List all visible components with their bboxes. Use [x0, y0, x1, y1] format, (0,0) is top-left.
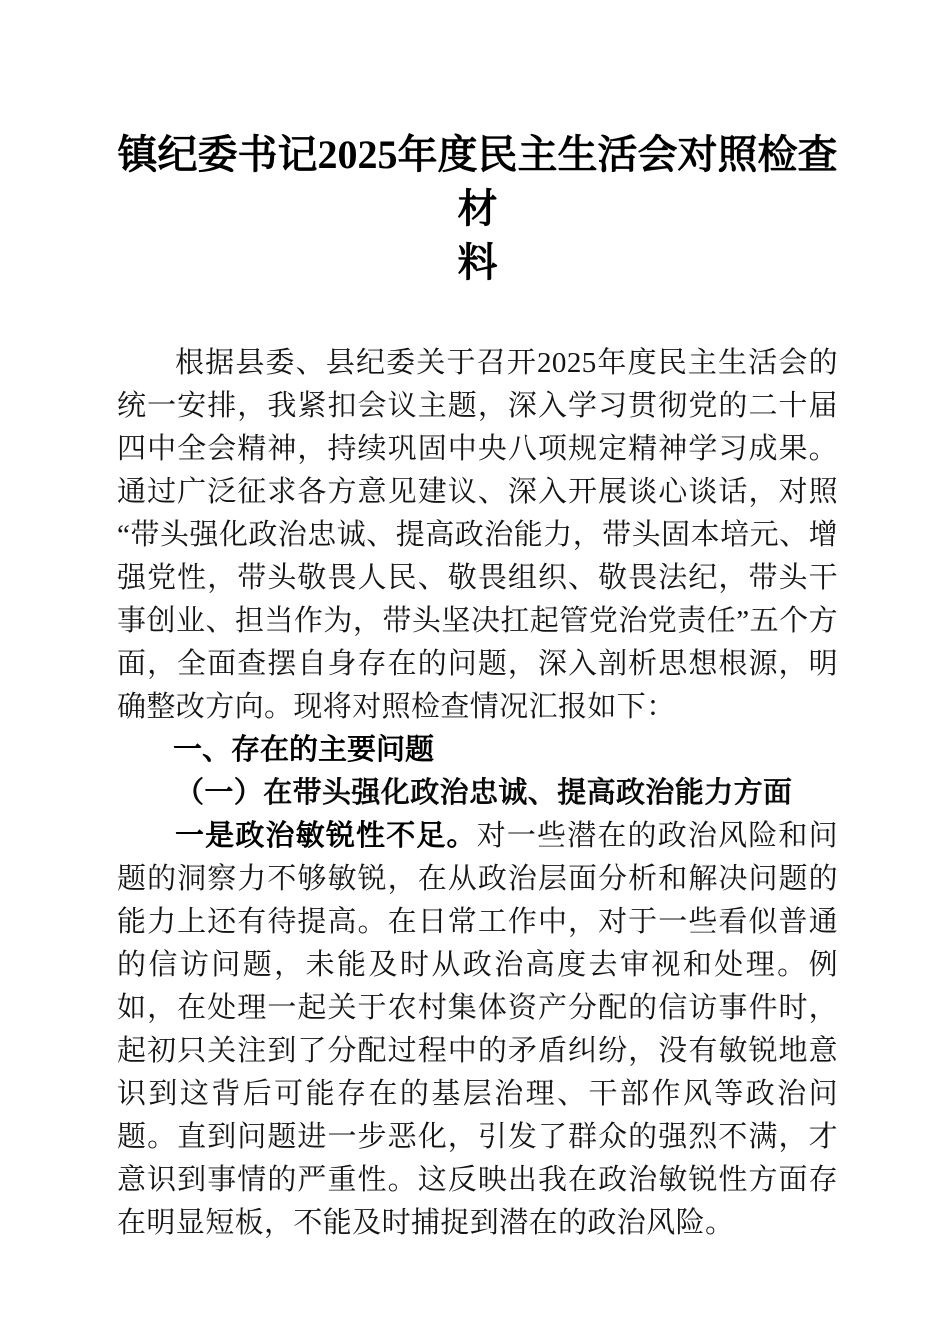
title-spacer — [117, 290, 838, 342]
subsection-heading-political-loyalty: （一）在带头强化政治忠诚、提高政治能力方面 — [175, 777, 793, 809]
page-title — [117, 0, 838, 290]
intro-paragraph: 根据县委、县纪委关于召开2025年度民主生活会的统一安排，我紧扣会议主题，深入学习贯彻党的二十届四中全会精神，持续巩固中央八项规定精神学习成果。通过广泛征求各方意见建议、深入开展谈心谈话，对照“带头强化政治忠诚、提高政治能力，带头固本培元、增强党性，带头敬畏人民、敬畏组织、敬畏法纪，带头干事创业、担当作为，带头坚决扛起管党治党责任”五个方面，全面查摆自身存在的问题，深入剖析思想根源，明确整改方向。现将对照检查情况汇报如下： — [117, 347, 838, 723]
problem-item-1-body: 对一些潜在的政治风险和问题的洞察力不够敏锐，在从政治层面分析和解决问题的能力上还有待提高。在日常工作中，对于一些看似普通的信访问题，未能及时从政治高度去审视和处理。例如，在处理一起关于农村集体资产分配的信访事件时，起初只关注到了分配过程中的矛盾纠纷，没有敏锐地意识到这背后可能存在的基层治理、干部作风等政治问题。直到问题进一步恶化，引发了群众的强烈不满，才意识到事情的严重性。这反映出我在政治敏锐性方面存在明显短板，不能及时捕捉到潜在的政治风险。 — [117, 820, 838, 1239]
problem-item-1-paragraph — [117, 815, 838, 1245]
section-heading-main-problems: 一、存在的主要问题 — [173, 734, 435, 766]
problem-item-1-lead: 一是政治敏锐性不足。 — [175, 820, 477, 852]
page-title-line-2: 料 — [457, 240, 498, 285]
page-content-area — [117, 0, 838, 1245]
page-title-line-1: 镇纪委书记2025年度民主生活会对照检查材 — [117, 132, 838, 231]
